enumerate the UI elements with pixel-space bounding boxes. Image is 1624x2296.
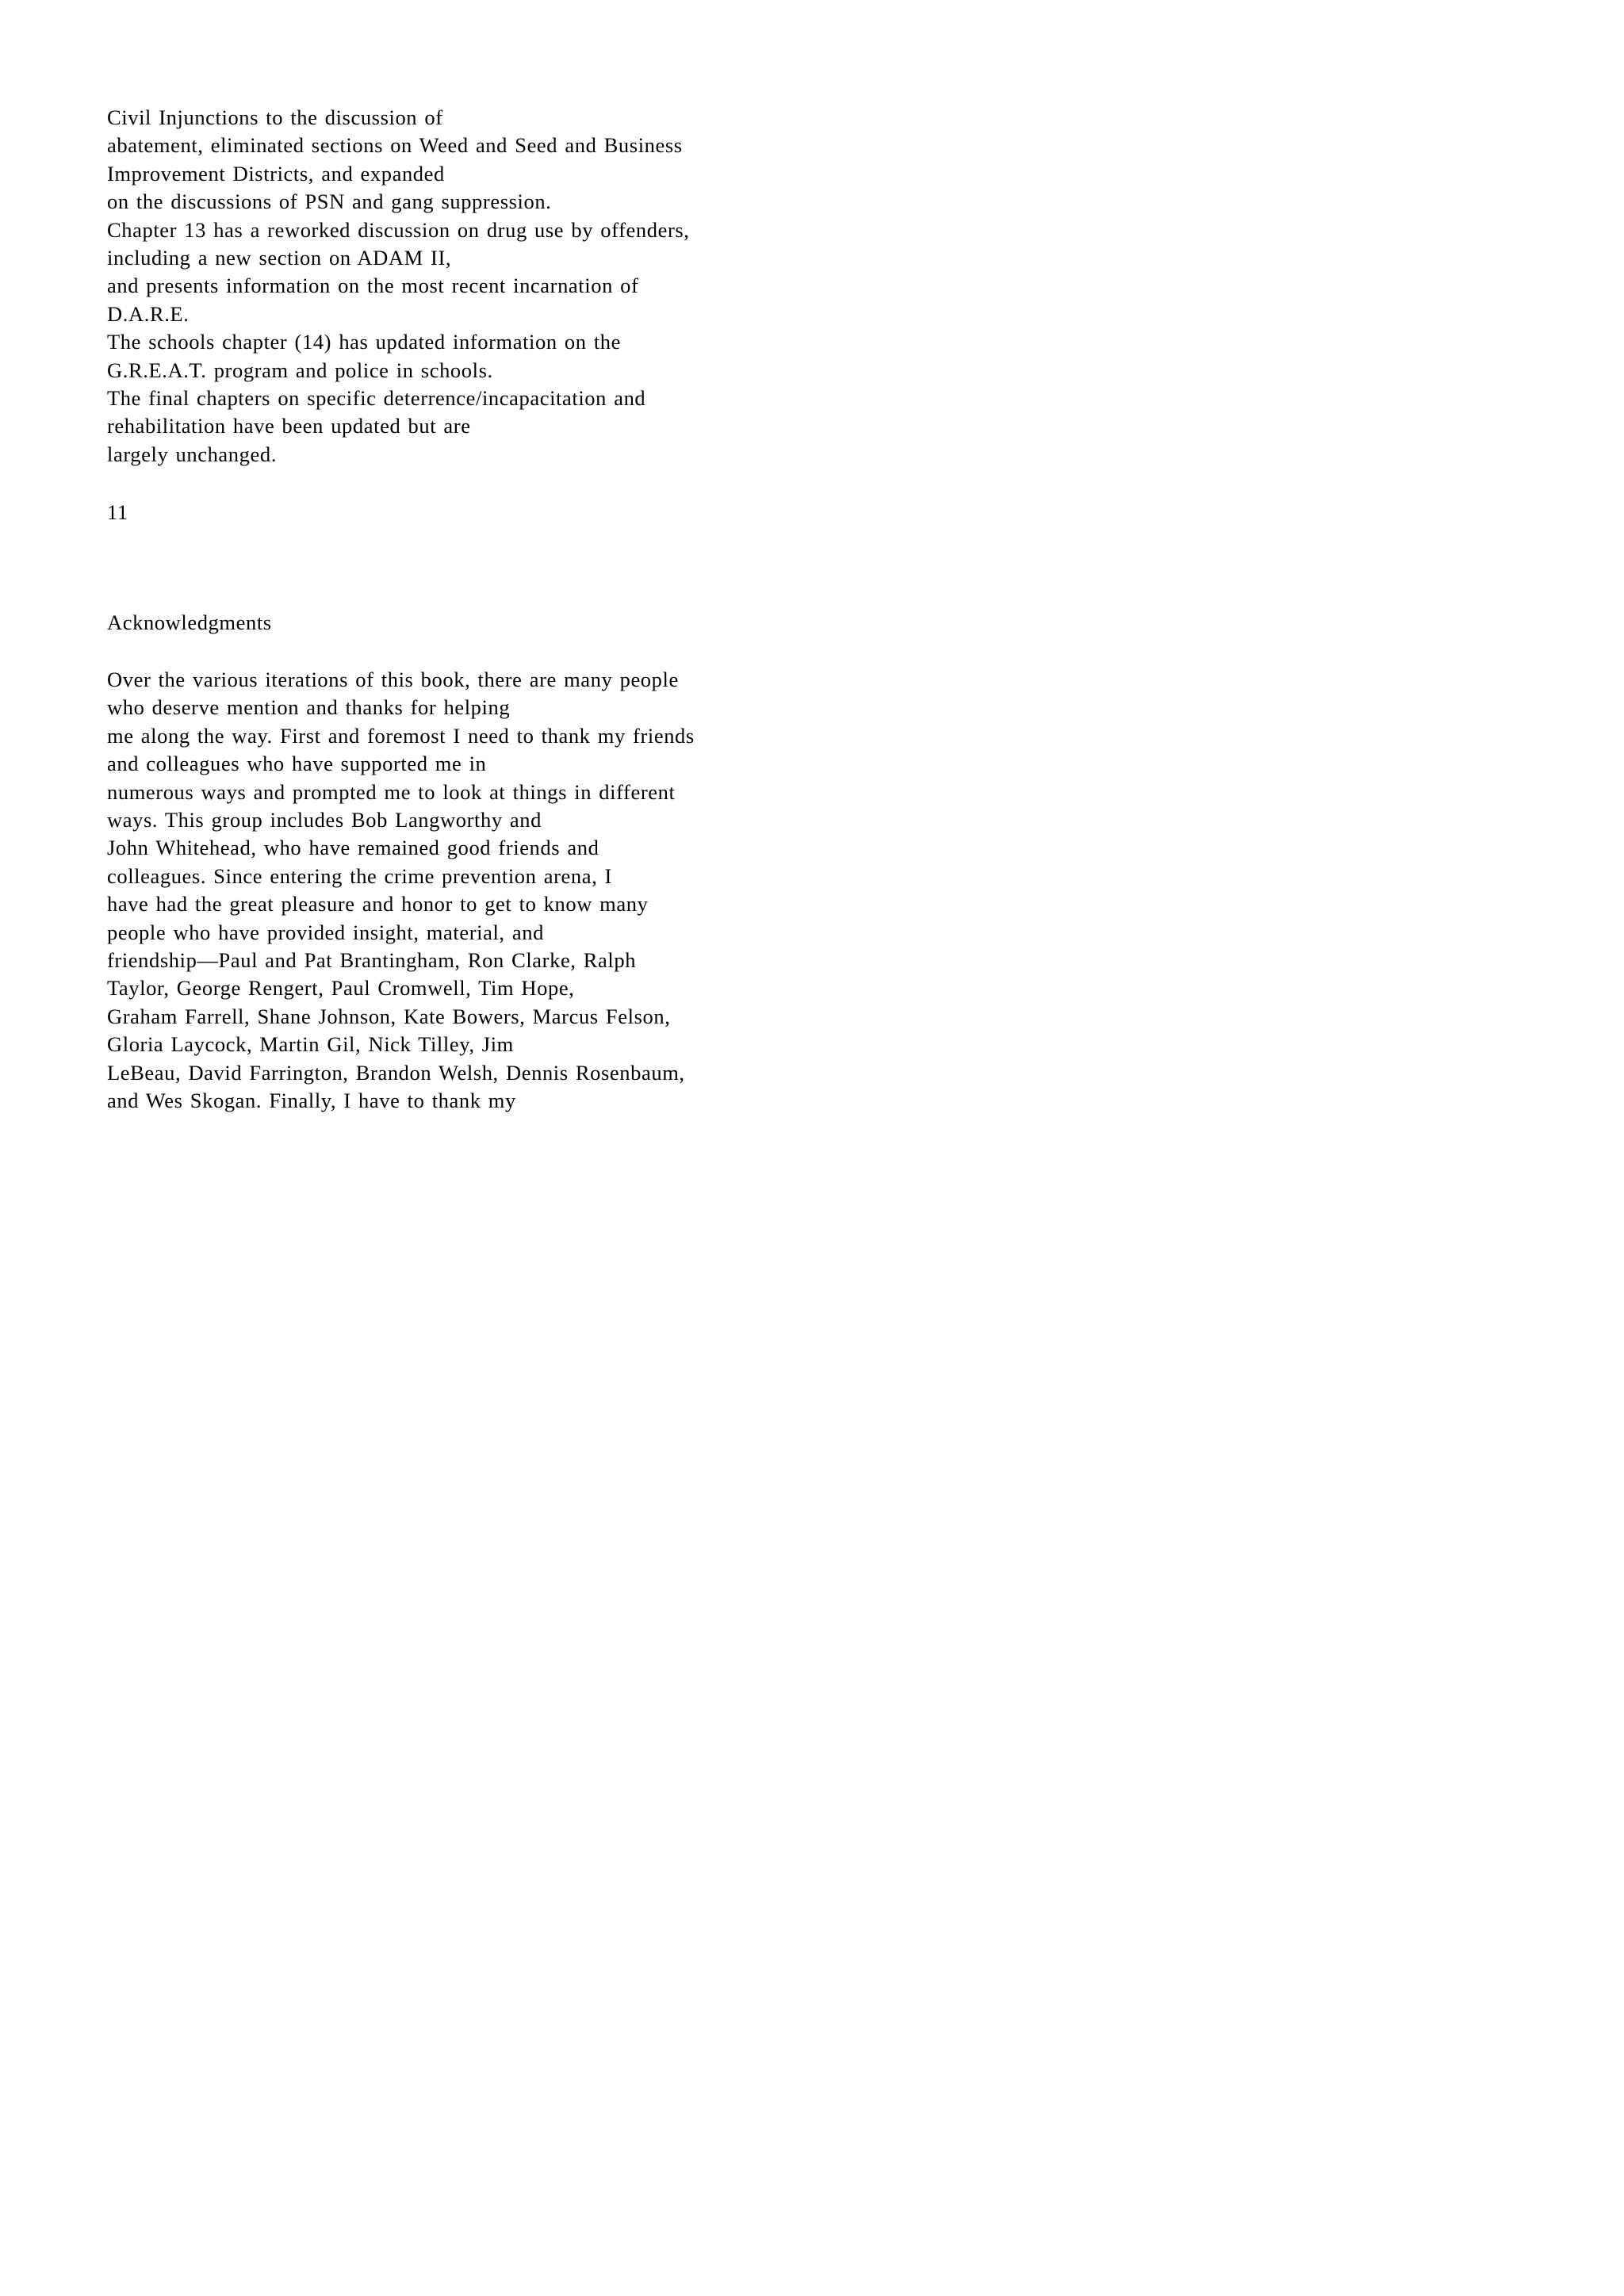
text-line: Graham Farrell, Shane Johnson, Kate Bowers, Marcus Felson, [107,1004,671,1028]
text-line: who deserve mention and thanks for helping [107,695,511,720]
text-line: and colleagues who have supported me in [107,752,487,776]
text-line: colleagues. Since entering the crime prevention arena, I [107,863,612,888]
text-line: Gloria Laycock, Martin Gil, Nick Tilley, Jim [107,1032,514,1057]
text-line: G.R.E.A.T. program and police in schools. [107,358,493,382]
text-line: me along the way. First and foremost I need to thank my friends [107,723,695,748]
text-line: numerous ways and prompted me to look at things in different [107,779,676,804]
page-number-text: 11 [107,500,128,524]
text-line: Over the various iterations of this book, there are many people [107,668,679,691]
text-line: The final chapters on specific deterrence/incapacitation and [107,386,646,411]
text-line: ways. This group includes Bob Langworthy and [107,808,542,832]
preface-continuation-text [107,104,845,469]
text-line: Chapter 13 has a reworked discussion on drug use by offenders, [107,217,690,242]
text-line: including a new section on ADAM II, [107,246,452,270]
text-line: people who have provided insight, material, and [107,920,544,944]
section-heading-text: Acknowledgments [107,610,272,634]
text-line: and Wes Skogan. Finally, I have to thank my [107,1089,516,1113]
text-line: largely unchanged. [107,442,277,466]
acknowledgments-text [107,666,845,1115]
text-line: Civil Injunctions to the discussion of [107,105,443,129]
text-line: The schools chapter (14) has updated information on the [107,330,622,354]
section-heading [107,609,845,637]
text-line: and presents information on the most recent incarnation of [107,274,639,298]
text-line: D.A.R.E. [107,301,190,326]
text-line: John Whitehead, who have remained good friends and [107,836,599,860]
text-line: Improvement Districts, and expanded [107,161,445,186]
text-line: rehabilitation have been updated but are [107,414,471,438]
text-line: on the discussions of PSN and gang suppression. [107,189,552,214]
page-number [107,499,845,526]
text-line: have had the great pleasure and honor to get to know many [107,892,649,916]
text-line: Taylor, George Rengert, Paul Cromwell, Tim Hope, [107,976,575,1001]
document-page [0,0,872,1234]
text-line: friendship—Paul and Pat Brantingham, Ron Clarke, Ralph [107,948,637,973]
text-line: LeBeau, David Farrington, Brandon Welsh, Dennis Rosenbaum, [107,1060,685,1085]
text-line: abatement, eliminated sections on Weed and Seed and Business [107,133,683,158]
